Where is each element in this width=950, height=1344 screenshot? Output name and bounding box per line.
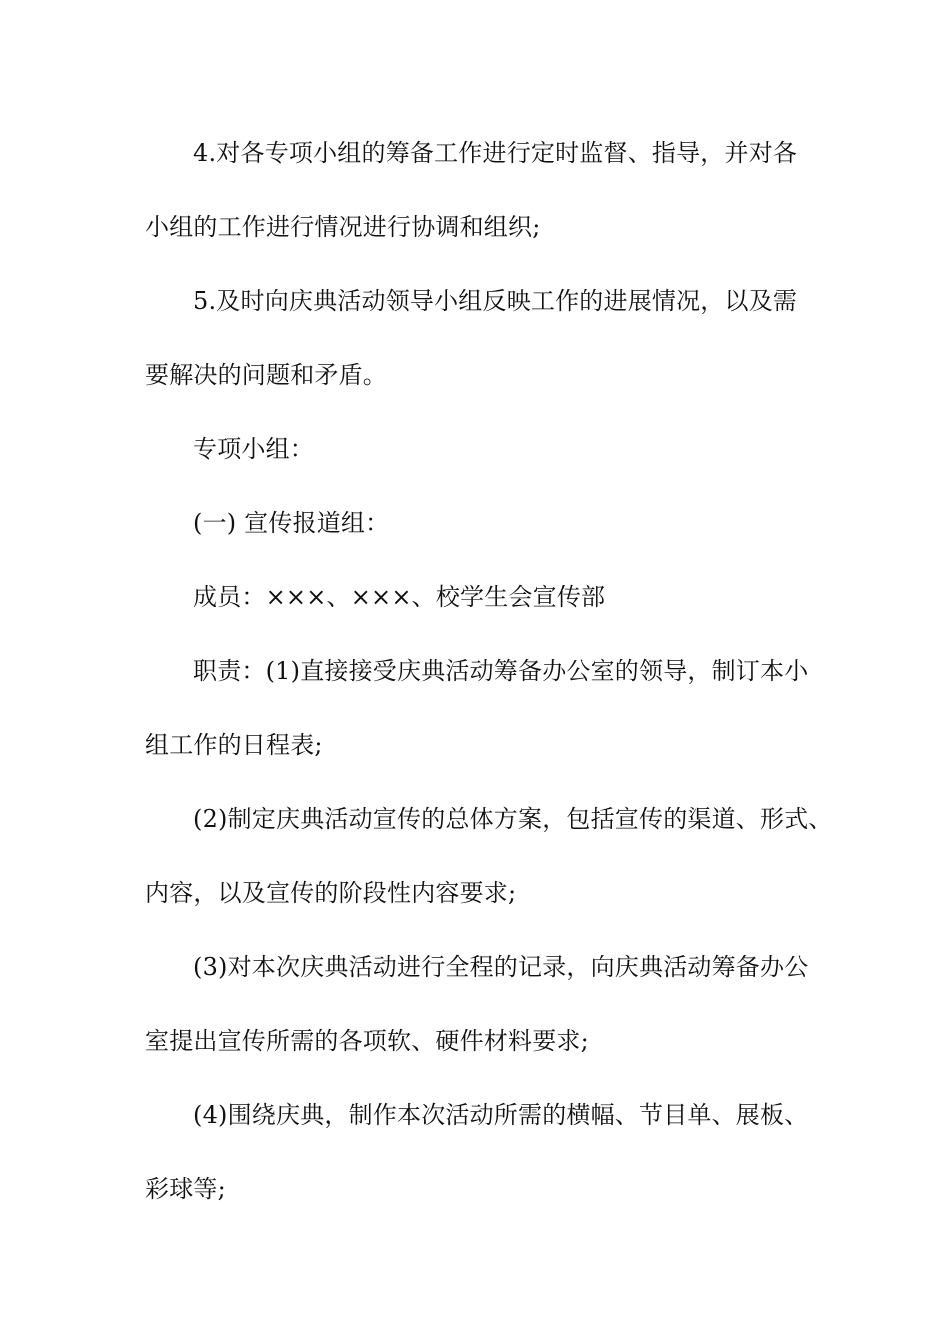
paragraph-line: 职责：(1)直接接受庆典活动筹备办公室的领导，制订本小: [193, 657, 809, 685]
section-heading: 专项小组：: [193, 435, 314, 463]
members-line: 成员：×××、×××、校学生会宣传部: [193, 583, 606, 611]
paragraph-line: 要解决的问题和矛盾。: [145, 361, 387, 389]
paragraph-line: (2)制定庆典活动宣传的总体方案，包括宣传的渠道、形式、: [193, 805, 833, 833]
paragraph-line: 组工作的日程表;: [145, 731, 323, 759]
paragraph-line: (3)对本次庆典活动进行全程的记录，向庆典活动筹备办公: [193, 953, 809, 981]
paragraph-line: 4.对各专项小组的筹备工作进行定时监督、指导，并对各: [193, 139, 798, 167]
paragraph-line: 室提出宣传所需的各项软、硬件材料要求;: [145, 1027, 589, 1055]
paragraph-line: 5.及时向庆典活动领导小组反映工作的进展情况，以及需: [193, 287, 798, 315]
subsection-heading: (一) 宣传报道组：: [193, 509, 390, 537]
paragraph-line: 小组的工作进行情况进行协调和组织;: [145, 213, 541, 241]
paragraph-line: 内容，以及宣传的阶段性内容要求;: [145, 879, 517, 907]
paragraph-line: (4)围绕庆典，制作本次活动所需的横幅、节目单、展板、: [193, 1101, 809, 1129]
paragraph-line: 彩球等;: [145, 1175, 226, 1203]
